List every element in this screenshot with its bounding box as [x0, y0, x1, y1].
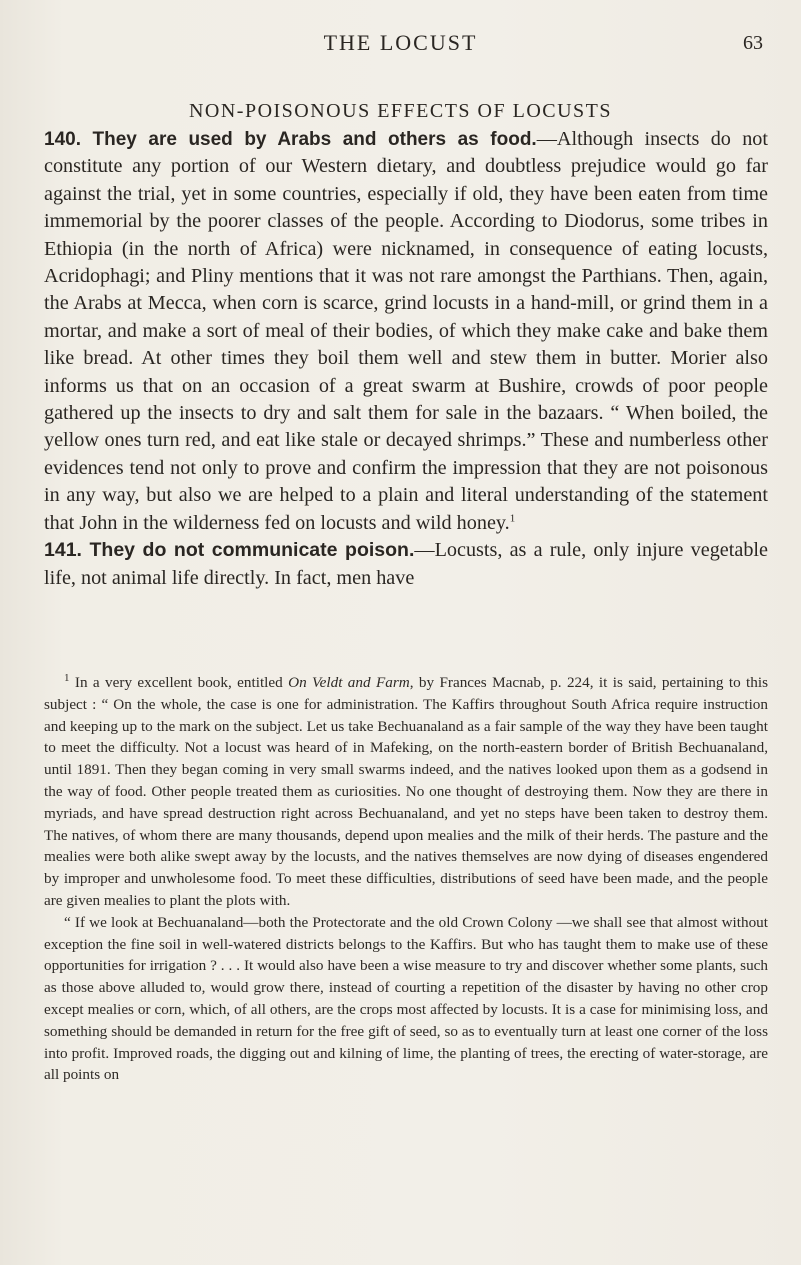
running-head [0, 30, 801, 60]
footnote-marker: 1 [64, 671, 70, 684]
paragraph-140-heading: 140. They are used by Arabs and others as food. [44, 129, 537, 150]
footnote-reference: 1 [509, 511, 516, 524]
footnotes [44, 672, 768, 1086]
paragraph-141-text: —Locusts, as a rule, only injure vegetable life, not animal life directly. In fact, men have [44, 539, 768, 589]
paragraph-141 [44, 537, 768, 592]
footnote-book-title: On Veldt and Farm [288, 674, 410, 691]
paragraph-141-heading: 141. They do not communicate poison. [44, 539, 415, 562]
footnote-1-continuation: “ If we look at Bechuanaland—both the Protectorate and the old Crown Colony —we shall see that almost without exception the fine soil in well-watered districts belongs to the Kaffirs. But who has taught them to make use of these opportunities for irrigation ? . . . It would also have been a wise measure to try and discover whether some plants, such as those above alluded to, would grow there, instead of courting a repetition of the disaster by having no other crop except mealies or corn, which, of all others, are the crops most affected by locusts. It is a case for minimising loss, and something should be demanded in return for the free gift of seed, so as to eventually turn at least one corner of the loss into profit. Improved roads, the digging out and kilning of lime, the planting of trees, the erecting of water-storage, are all points on [44, 913, 768, 1084]
footnote-1 [44, 672, 768, 912]
page-number: 63 [743, 32, 763, 54]
section-heading: NON-POISONOUS EFFECTS OF LOCUSTS [188, 100, 613, 122]
footnote-intro: In a very excellent book, entitled [74, 674, 289, 691]
footnote-body: , by Frances Macnab, p. 224, it is said, pertaining to this subject : “ On the whole, the case is one for administration. The Kaffirs throughout South Africa require instruction and keeping up to the mark on the subject. Let us take Bechuanaland as a fair sample of the way they have been taught to meet the difficulty. Not a locust was heard of in Mafeking, on the north-eastern border of British Bechuanaland, until 1891. Then they began coming in very small swarms indeed, and the natives looked upon them as a godsend in the way of food. Other people treated them as curiosities. No one thought of destroying them. Now they are there in myriads, and have spread destruction right across Bechuanaland, and yet no steps have been taken to destroy them. The natives, of whom there are many thousands, depend upon mealies and the milk of their herds. The pasture and the mealies were both alike swept away by the locusts, and the natives themselves are now dying of diseases engendered by improper and unwholesome food. To meet these difficulties, distributions of seed have been made, and the people are given mealies to plant the plots with. [44, 674, 768, 909]
running-title: THE LOCUST [323, 30, 478, 55]
paragraph-140 [44, 126, 768, 537]
paragraph-140-text: —Although insects do not constitute any portion of our Western dietary, and doubtless prejudice would go far against the trial, yet in some countries, especially if old, they have been eaten from time immemorial by the poorer classes of the people. According to Diodorus, some tribes in Ethiopia (in the north of Africa) were nicknamed, in consequence of eating locusts, Acridophagi; and Pliny mentions that it was not rare amongst the Parthians. Then, again, the Arabs at Mecca, when corn is scarce, grind locusts in a hand-mill, or grind them in a mortar, and make a sort of meal of their bodies, of which they make cake and bake them like bread. At other times they boil them well and stew them in butter. Morier also informs us that on an occasion of a great swarm at Bushire, crowds of poor people gathered up the insects to dry and salt them for sale in the bazaars. “ When boiled, the yellow ones turn red, and eat like stale or decayed shrimps.” These and numberless other evidences tend not only to prove and confirm the impression that they are not poisonous in any way, but also we are helped to a plain and literal understanding of the statement that John in the wilderness fed on locusts and wild honey. [44, 128, 768, 534]
body-text [44, 126, 768, 592]
